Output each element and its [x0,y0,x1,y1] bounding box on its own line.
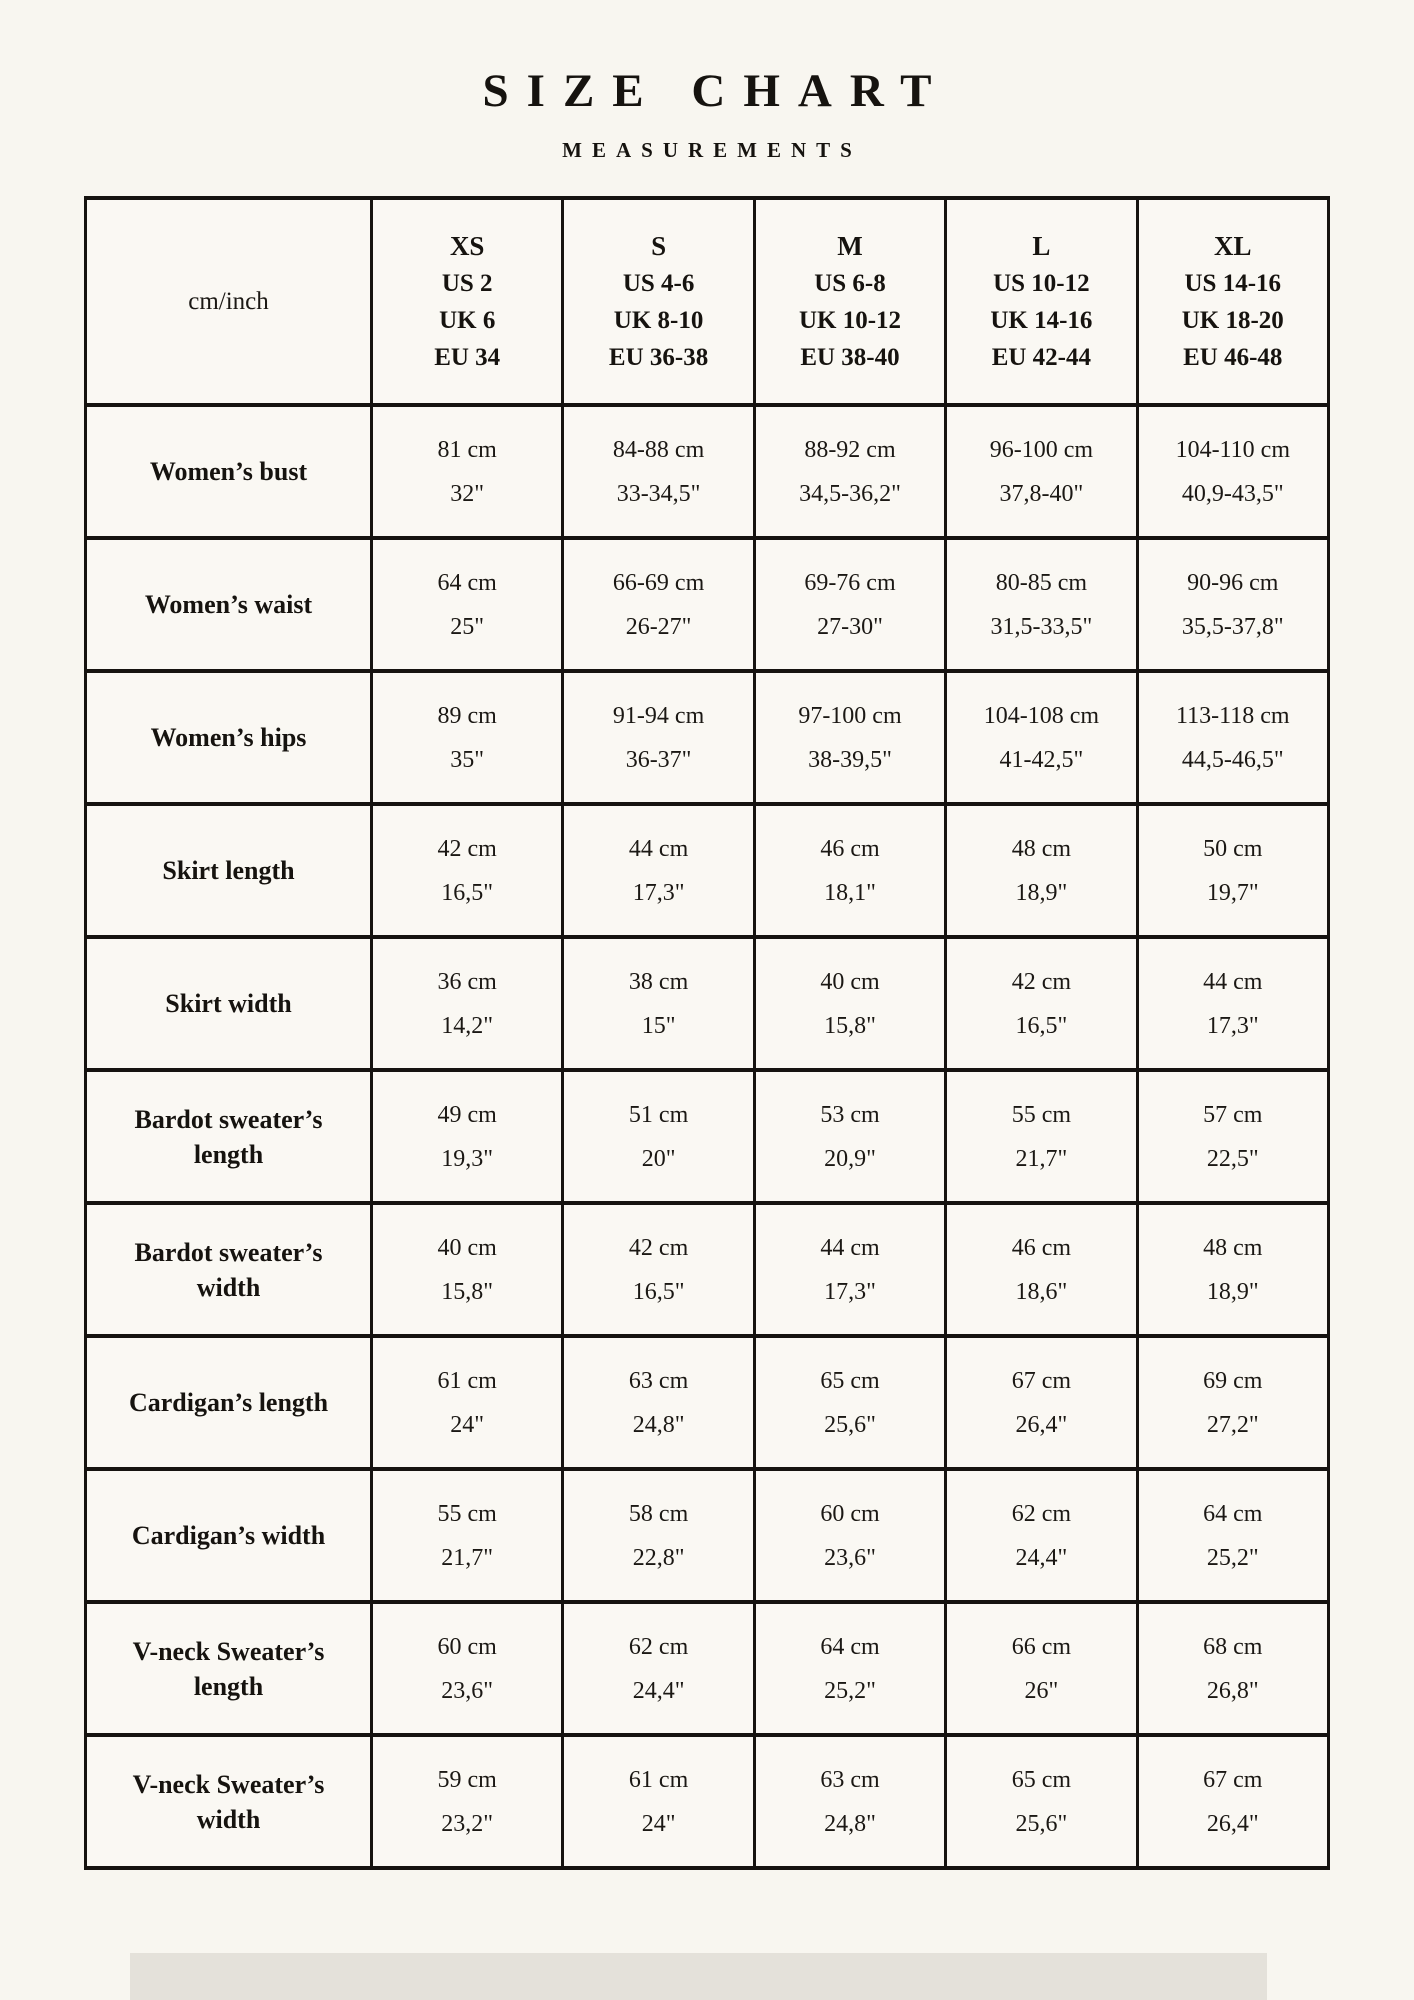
size-chart-container [84,196,1330,1870]
measurement-cell [372,1203,563,1336]
eu-size-label: EU 34 [434,343,501,371]
uk-size-label: UK 14-16 [990,306,1093,334]
inch-value: 24" [641,1810,676,1837]
inch-value: 16,5" [441,879,494,906]
measurement-cell [563,1735,754,1868]
measurement-cell [754,671,945,804]
cm-value: 104-110 cm [1175,436,1290,463]
us-size-label: US 10-12 [993,269,1090,297]
size-label: XL [1214,230,1252,261]
inch-value: 21,7" [1015,1145,1068,1172]
cm-value: 84-88 cm [612,436,705,463]
cm-value: 50 cm [1203,835,1263,862]
uk-size-label: UK 10-12 [798,306,902,334]
cm-value: 42 cm [437,835,497,862]
table-row [86,937,1329,1070]
inch-value: 34,5-36,2" [799,480,901,507]
inch-value: 22,5" [1206,1145,1259,1172]
inch-value: 23,6" [441,1677,494,1704]
table-row [86,405,1329,538]
us-size-label: US 6-8 [814,269,886,297]
cm-value: 64 cm [437,569,497,596]
measurement-cell [563,1602,754,1735]
cm-value: 69 cm [1203,1367,1263,1394]
table-row [86,804,1329,937]
measurement-cell [1137,671,1328,804]
inch-value: 15,8" [824,1012,876,1039]
inch-value: 20,9" [824,1145,876,1172]
measurement-cell [372,804,563,937]
us-size-label: US 4-6 [622,269,695,297]
cm-value: 69-76 cm [804,569,896,596]
inch-value: 24,8" [824,1810,876,1837]
cm-value: 68 cm [1203,1633,1263,1660]
cm-value: 66 cm [1011,1633,1072,1660]
measurement-cell [1137,538,1328,671]
size-column-header [1137,198,1328,405]
cm-value: 89 cm [437,702,497,729]
cm-value: 40 cm [437,1234,497,1261]
row-label: Skirt width [86,937,372,1070]
inch-value: 24,4" [632,1677,685,1704]
row-label: V-neck Sweater’s length [86,1602,372,1735]
inch-value: 31,5-33,5" [990,613,1093,640]
cm-value: 49 cm [437,1101,497,1128]
measurement-cell [754,1735,945,1868]
cm-value: 63 cm [820,1766,880,1793]
inch-value: 25,2" [824,1677,876,1704]
measurement-cell [946,937,1137,1070]
eu-size-label: EU 46-48 [1183,343,1283,371]
measurement-cell [563,538,754,671]
measurement-cell [754,1336,945,1469]
inch-value: 27,2" [1206,1411,1259,1438]
corner-cell: cm/inch [86,198,372,405]
cm-value: 63 cm [628,1367,689,1394]
inch-value: 35,5-37,8" [1181,613,1284,640]
size-column-header [372,198,563,405]
measurement-cell [1137,1070,1328,1203]
cm-value: 104-108 cm [983,702,1100,729]
measurement-cell [946,538,1137,671]
cm-value: 96-100 cm [989,436,1094,463]
inch-value: 26,4" [1015,1411,1068,1438]
table-row [86,1203,1329,1336]
cm-value: 48 cm [1011,835,1072,862]
row-label: Bardot sweater’s length [86,1070,372,1203]
cm-value: 64 cm [1203,1500,1263,1527]
measurement-cell [1137,1203,1328,1336]
inch-value: 36-37" [625,746,692,773]
measurement-cell [563,1336,754,1469]
measurement-cell [1137,937,1328,1070]
inch-value: 14,2" [441,1012,494,1039]
inch-value: 26,4" [1206,1810,1259,1837]
inch-value: 17,3" [824,1278,876,1305]
measurement-cell [372,1070,563,1203]
measurement-cell [563,804,754,937]
uk-size-label: UK 18-20 [1181,306,1284,334]
measurement-cell [946,1469,1137,1602]
cm-value: 59 cm [437,1766,497,1793]
page-subtitle: MEASUREMENTS [562,138,862,162]
inch-value: 18,1" [824,879,876,906]
inch-value: 17,3" [632,879,685,906]
measurement-cell [563,671,754,804]
size-label: L [1032,230,1051,261]
cm-value: 51 cm [628,1101,689,1128]
cm-value: 38 cm [628,968,689,995]
size-chart-table [84,196,1330,1870]
cm-value: 61 cm [628,1766,689,1793]
inch-value: 33-34,5" [616,480,701,507]
inch-value: 20" [641,1145,676,1172]
inch-value: 25,2" [1206,1544,1259,1571]
cm-value: 90-96 cm [1187,569,1279,596]
measurement-cell [946,1070,1137,1203]
inch-value: 17,3" [1206,1012,1259,1039]
table-row [86,1070,1329,1203]
row-label: Cardigan’s width [86,1469,372,1602]
cm-value: 80-85 cm [995,569,1088,596]
us-size-label: US 2 [441,269,493,297]
inch-value: 27-30" [817,613,883,640]
measurement-cell [754,538,945,671]
measurement-cell [1137,405,1328,538]
cm-value: 61 cm [437,1367,497,1394]
cm-value: 57 cm [1203,1101,1263,1128]
measurement-cell [372,671,563,804]
measurement-cell [754,1469,945,1602]
uk-size-label: UK 8-10 [613,306,704,334]
row-label: Skirt length [86,804,372,937]
table-row [86,671,1329,804]
cm-value: 53 cm [820,1101,880,1128]
row-label: Cardigan’s length [86,1336,372,1469]
measurement-cell [372,538,563,671]
inch-value: 24,8" [632,1411,685,1438]
cm-value: 46 cm [820,835,880,862]
inch-value: 19,3" [441,1145,494,1172]
measurement-cell [1137,804,1328,937]
uk-size-label: UK 6 [439,306,496,334]
inch-value: 15,8" [441,1278,494,1305]
measurement-cell [372,937,563,1070]
measurement-cell [754,1602,945,1735]
inch-value: 25" [450,613,485,640]
measurement-cell [754,1070,945,1203]
measurement-cell [1137,1336,1328,1469]
row-label: V-neck Sweater’s width [86,1735,372,1868]
cm-value: 42 cm [1011,968,1072,995]
cm-value: 55 cm [437,1500,497,1527]
inch-value: 16,5" [1015,1012,1068,1039]
measurement-cell [1137,1602,1328,1735]
cm-value: 60 cm [437,1633,497,1660]
cm-value: 113-118 cm [1176,702,1290,729]
cm-value: 36 cm [437,968,497,995]
measurement-cell [563,1469,754,1602]
inch-value: 18,9" [1206,1278,1259,1305]
eu-size-label: EU 38-40 [800,343,900,371]
cm-value: 66-69 cm [612,569,705,596]
inch-value: 18,6" [1015,1278,1068,1305]
page-title: SIZE CHART [482,65,950,117]
measurement-cell [754,937,945,1070]
size-column-header [563,198,754,405]
cm-value: 44 cm [1203,968,1263,995]
measurement-cell [754,804,945,937]
cm-value: 62 cm [1011,1500,1072,1527]
measurement-cell [563,1203,754,1336]
measurement-cell [946,1735,1137,1868]
cm-value: 88-92 cm [804,436,896,463]
measurement-cell [754,405,945,538]
inch-value: 44,5-46,5" [1181,746,1284,773]
cm-value: 62 cm [628,1633,689,1660]
inch-value: 16,5" [632,1278,685,1305]
table-row [86,1469,1329,1602]
inch-value: 35" [450,746,485,773]
inch-value: 37,8-40" [999,480,1084,507]
measurement-cell [946,1336,1137,1469]
measurement-cell [372,1735,563,1868]
measurement-cell [946,1203,1137,1336]
inch-value: 41-42,5" [999,746,1084,773]
inch-value: 22,8" [632,1544,685,1571]
inch-value: 21,7" [441,1544,494,1571]
size-label: M [837,230,863,261]
inch-value: 25,6" [1015,1810,1068,1837]
inch-value: 24" [450,1411,485,1438]
measurement-cell [563,937,754,1070]
cm-value: 40 cm [820,968,880,995]
row-label: Women’s hips [86,671,372,804]
header-row [86,198,1329,405]
measurement-cell [1137,1469,1328,1602]
cm-value: 65 cm [820,1367,880,1394]
cm-value: 67 cm [1203,1766,1263,1793]
cm-value: 44 cm [628,835,689,862]
row-label: Women’s bust [86,405,372,538]
measurement-cell [946,671,1137,804]
measurement-cell [563,405,754,538]
row-label: Women’s waist [86,538,372,671]
inch-value: 23,2" [441,1810,494,1837]
table-row [86,538,1329,671]
table-body [86,405,1329,1868]
cm-value: 65 cm [1011,1766,1072,1793]
measurement-cell [946,405,1137,538]
measurement-cell [372,1602,563,1735]
size-label: S [651,230,667,261]
table-row [86,1336,1329,1469]
inch-value: 25,6" [824,1411,876,1438]
size-column-header [754,198,945,405]
inch-value: 18,9" [1015,879,1068,906]
cm-value: 97-100 cm [798,702,902,729]
cm-value: 91-94 cm [612,702,705,729]
measurement-cell [754,1203,945,1336]
cm-value: 81 cm [437,436,497,463]
cm-value: 60 cm [820,1500,880,1527]
inch-value: 26-27" [625,613,692,640]
footer-bar [130,1953,1267,2000]
measurement-cell [372,1469,563,1602]
size-label: XS [449,230,485,261]
eu-size-label: EU 42-44 [991,343,1092,371]
measurement-cell [1137,1735,1328,1868]
row-label: Bardot sweater’s width [86,1203,372,1336]
cm-value: 44 cm [820,1234,880,1261]
cm-value: 67 cm [1011,1367,1072,1394]
measurement-cell [946,1602,1137,1735]
inch-value: 15" [641,1012,676,1039]
table-row [86,1602,1329,1735]
inch-value: 26,8" [1206,1677,1259,1704]
cm-value: 42 cm [628,1234,689,1261]
inch-value: 40,9-43,5" [1181,480,1284,507]
eu-size-label: EU 36-38 [608,343,709,371]
cm-value: 58 cm [628,1500,689,1527]
measurement-cell [372,1336,563,1469]
size-column-header [946,198,1137,405]
inch-value: 23,6" [824,1544,876,1571]
inch-value: 32" [450,480,485,507]
inch-value: 19,7" [1206,879,1259,906]
cm-value: 55 cm [1011,1101,1072,1128]
inch-value: 26" [1024,1677,1059,1704]
table-row [86,1735,1329,1868]
cm-value: 64 cm [820,1633,880,1660]
cm-value: 46 cm [1011,1234,1072,1261]
us-size-label: US 14-16 [1184,269,1282,297]
inch-value: 24,4" [1015,1544,1068,1571]
measurement-cell [372,405,563,538]
inch-value: 38-39,5" [808,746,892,773]
measurement-cell [563,1070,754,1203]
cm-value: 48 cm [1203,1234,1263,1261]
measurement-cell [946,804,1137,937]
